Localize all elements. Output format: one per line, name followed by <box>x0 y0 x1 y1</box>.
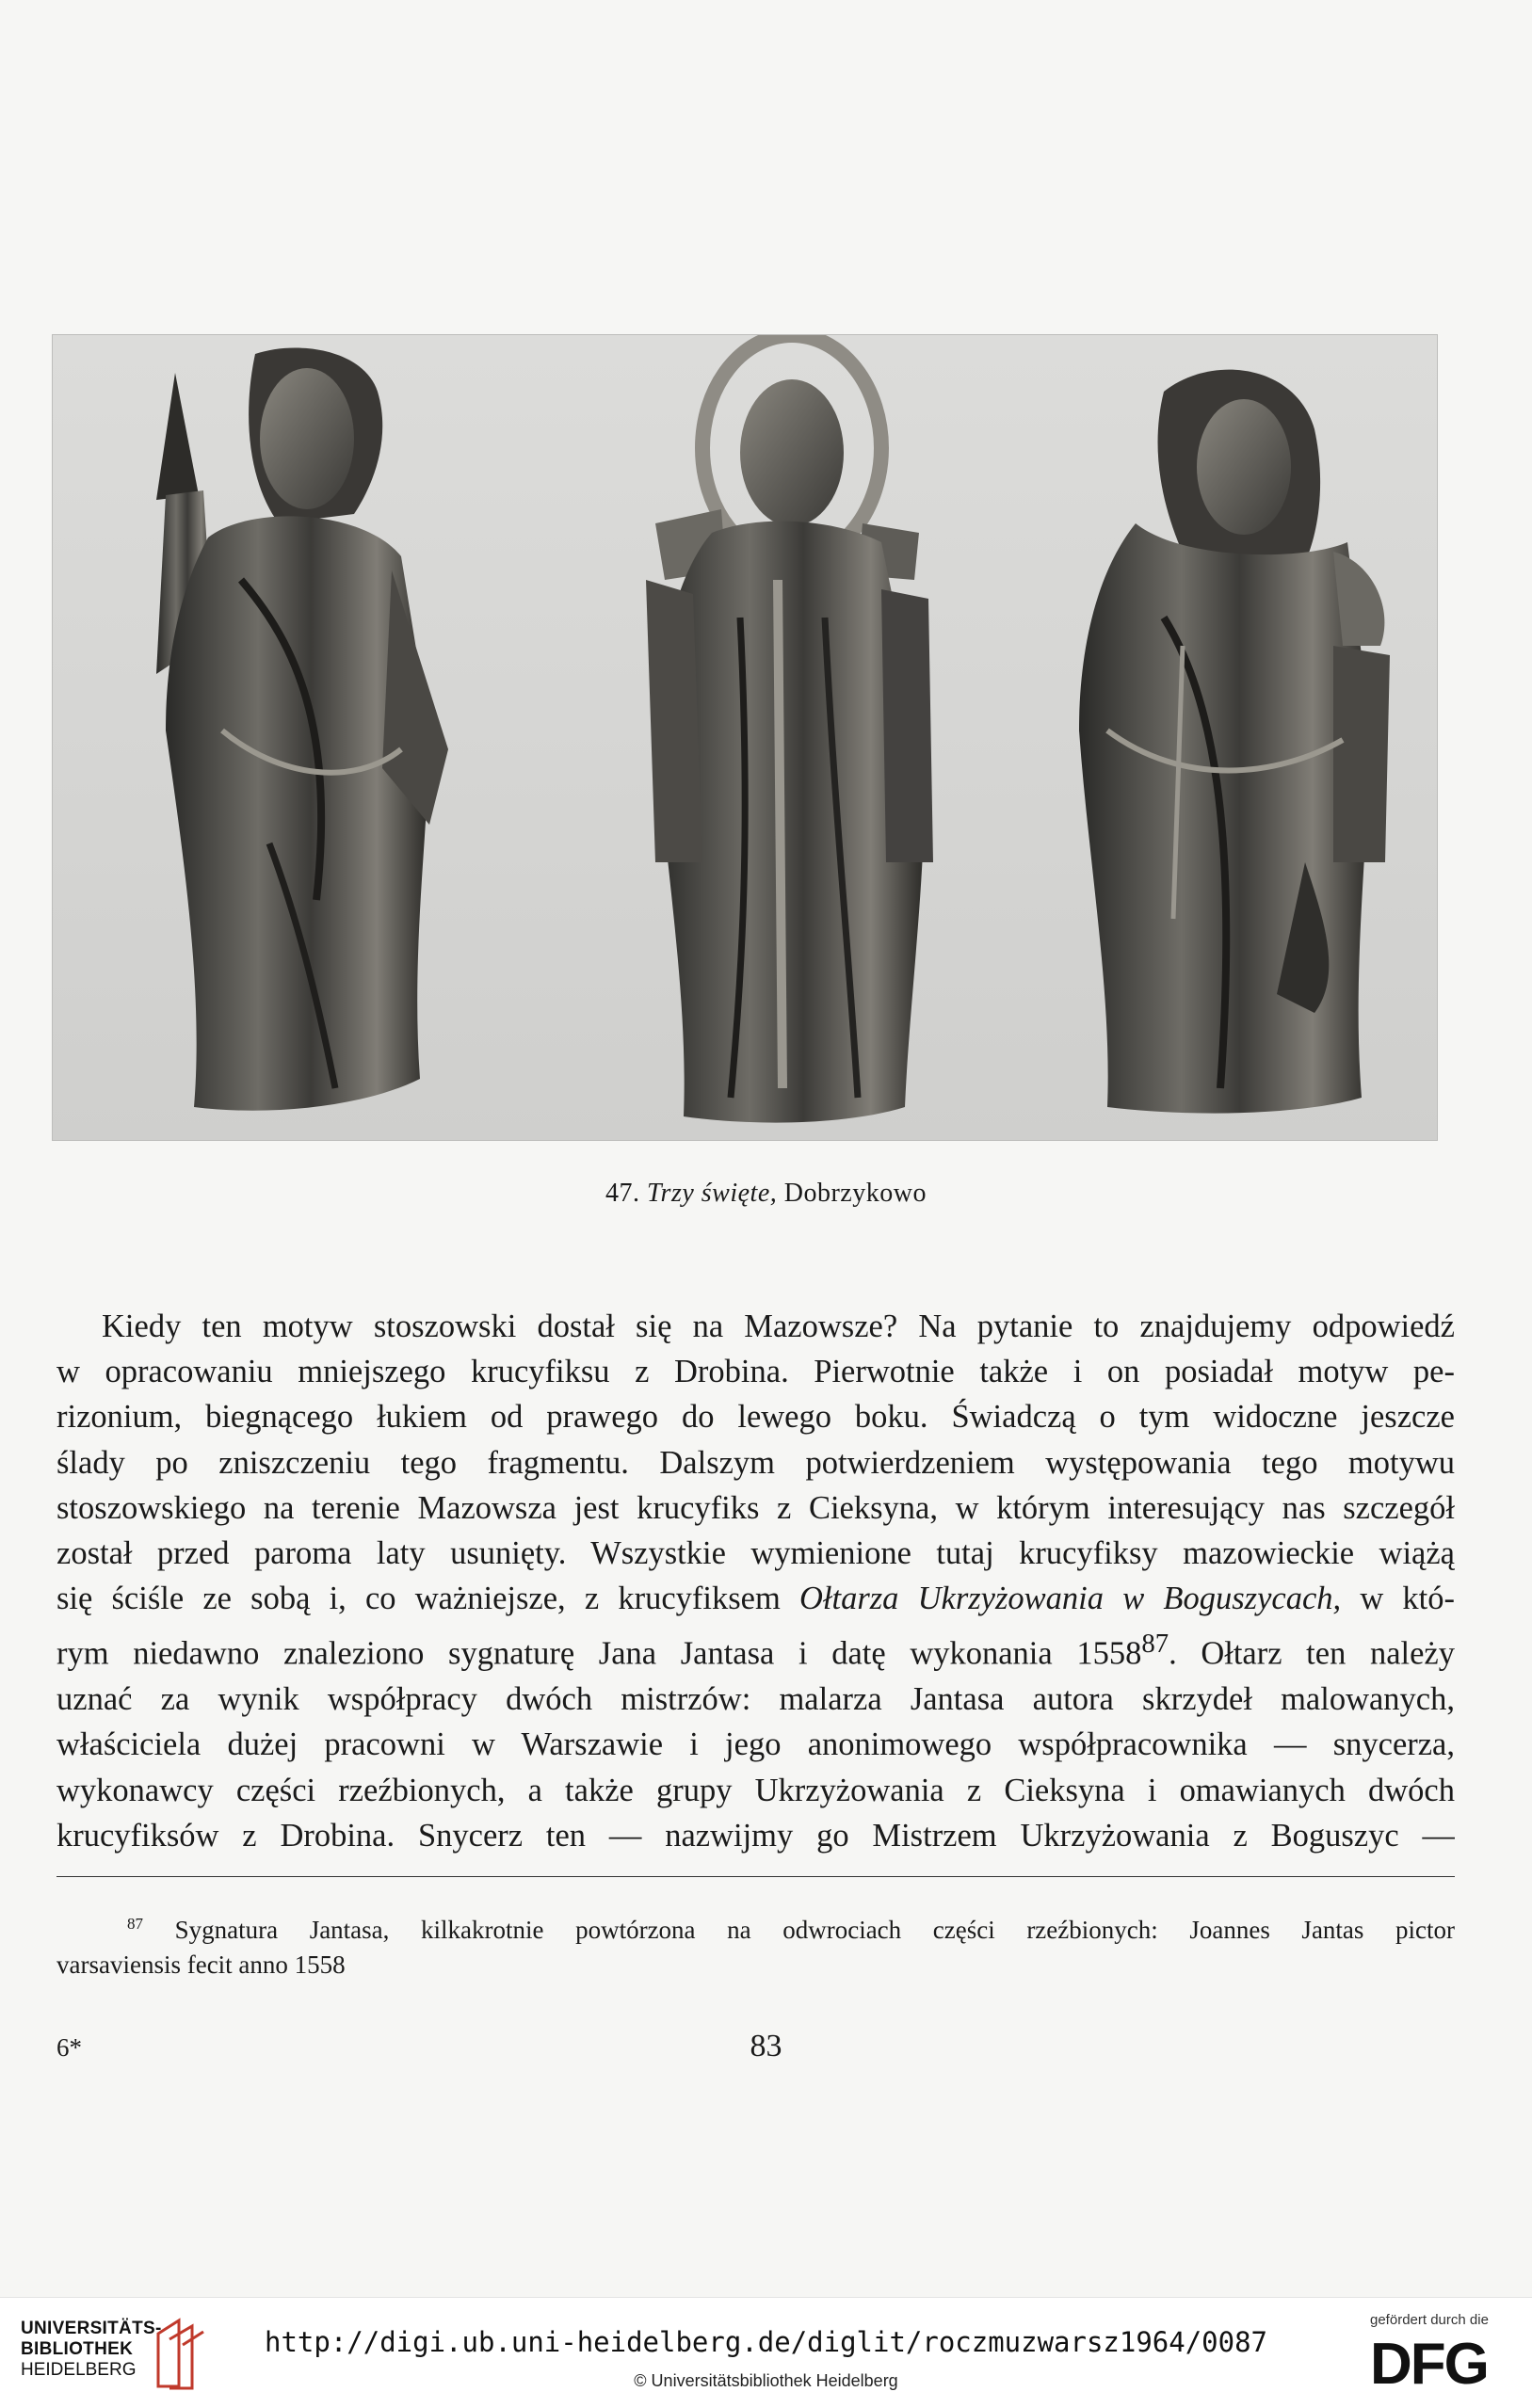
library-logo[interactable]: UNIVERSITÄTS- BIBLIOTHEK HEIDELBERG <box>21 2319 162 2380</box>
dfg-logo[interactable]: DFG <box>1370 2332 1488 2397</box>
body-line: krucyfiksów z Drobina. Snycerz ten — nazwijmy go Mistrzem Ukrzyżowania z Boguszyc — <box>56 1817 1455 1854</box>
figure-caption <box>0 1179 1532 1209</box>
copyright-notice: © Universitätsbibliothek Heidelberg <box>634 2371 898 2390</box>
footnote-ref[interactable]: 87 <box>1141 1629 1169 1660</box>
funding-label: gefördert durch die <box>1370 2312 1489 2328</box>
body-line: rizonium, biegnącego łukiem od prawego do lewego boku. Świadczą o tym widoczne jeszcze <box>56 1399 1455 1436</box>
library-footer <box>0 2297 1532 2408</box>
figure-number: 47. <box>605 1179 640 1208</box>
figure-photo <box>52 334 1438 1141</box>
body-line: stoszowskiego na terenie Mazowsza jest krucyfiks z Cieksyna, w którym interesujący nas szczegół <box>56 1489 1455 1526</box>
body-line: ślady po zniszczeniu tego fragmentu. Dalszym potwierdzeniem występowania tego motywu <box>56 1444 1455 1481</box>
three-saints-sculpture-image <box>53 335 1437 1140</box>
figure-place: Dobrzykowo <box>783 1179 927 1208</box>
body-line: Kiedy ten motyw stoszowski dostał się na Mazowsze? Na pytanie to znajdujemy odpowiedź <box>102 1308 1455 1344</box>
body-line: został przed paroma laty usunięty. Wszystkie wymienione tutaj krucyfiksy mazowieckie wiążą <box>56 1535 1455 1572</box>
body-line: się ściśle ze sobą i, co ważniejsze, z krucyfiksem Ołtarza Ukrzyżowania w Boguszycach, w któ- <box>56 1581 1455 1617</box>
altar-title: Ołtarza Ukrzyżowania w Boguszycach, <box>798 1581 1342 1617</box>
figure-title: Trzy święte, <box>647 1179 778 1208</box>
body-line: właściciela dużej pracowni w Warszawie i jego anonimowego współpracownika — snycerza, <box>56 1726 1455 1763</box>
body-line: uznać za wynik współpracy dwóch mistrzów: malarza Jantasa autora skrzydeł malowanych, <box>56 1681 1455 1718</box>
body-paragraph <box>56 1304 1455 1858</box>
printer-signature-mark: 6* <box>56 2033 82 2062</box>
footnote-marker: 87 <box>127 1915 143 1933</box>
body-line: rym niedawno znaleziono sygnaturę Jana Jantasa i datę wykonania 1558$^{87}$. Ołtarz ten należy <box>56 1629 1455 1672</box>
body-line: wykonawcy części rzeźbionych, a także grupy Ukrzyżowania z Cieksyna i omawianych dwóch <box>56 1772 1455 1808</box>
body-line: w opracowaniu mniejszego krucyfiksu z Drobina. Pierwotnie także i on posiadał motyw pe- <box>56 1354 1455 1390</box>
permalink-url[interactable]: http://digi.ub.uni-heidelberg.de/diglit/roczmuzwarsz1964/0087 <box>264 2326 1268 2358</box>
footnote-divider <box>56 1876 1455 1877</box>
footnote-line: varsaviensis fecit anno 1558 <box>56 1950 346 1979</box>
footnote-line: $^{87}$ Sygnatura Jantasa, kilkakrotnie powtórzona na odwrociach części rzeźbionych: Joannes Jantas pictor <box>127 1915 1455 1944</box>
footnote <box>56 1906 1455 1983</box>
page-number: 83 <box>750 2029 782 2063</box>
